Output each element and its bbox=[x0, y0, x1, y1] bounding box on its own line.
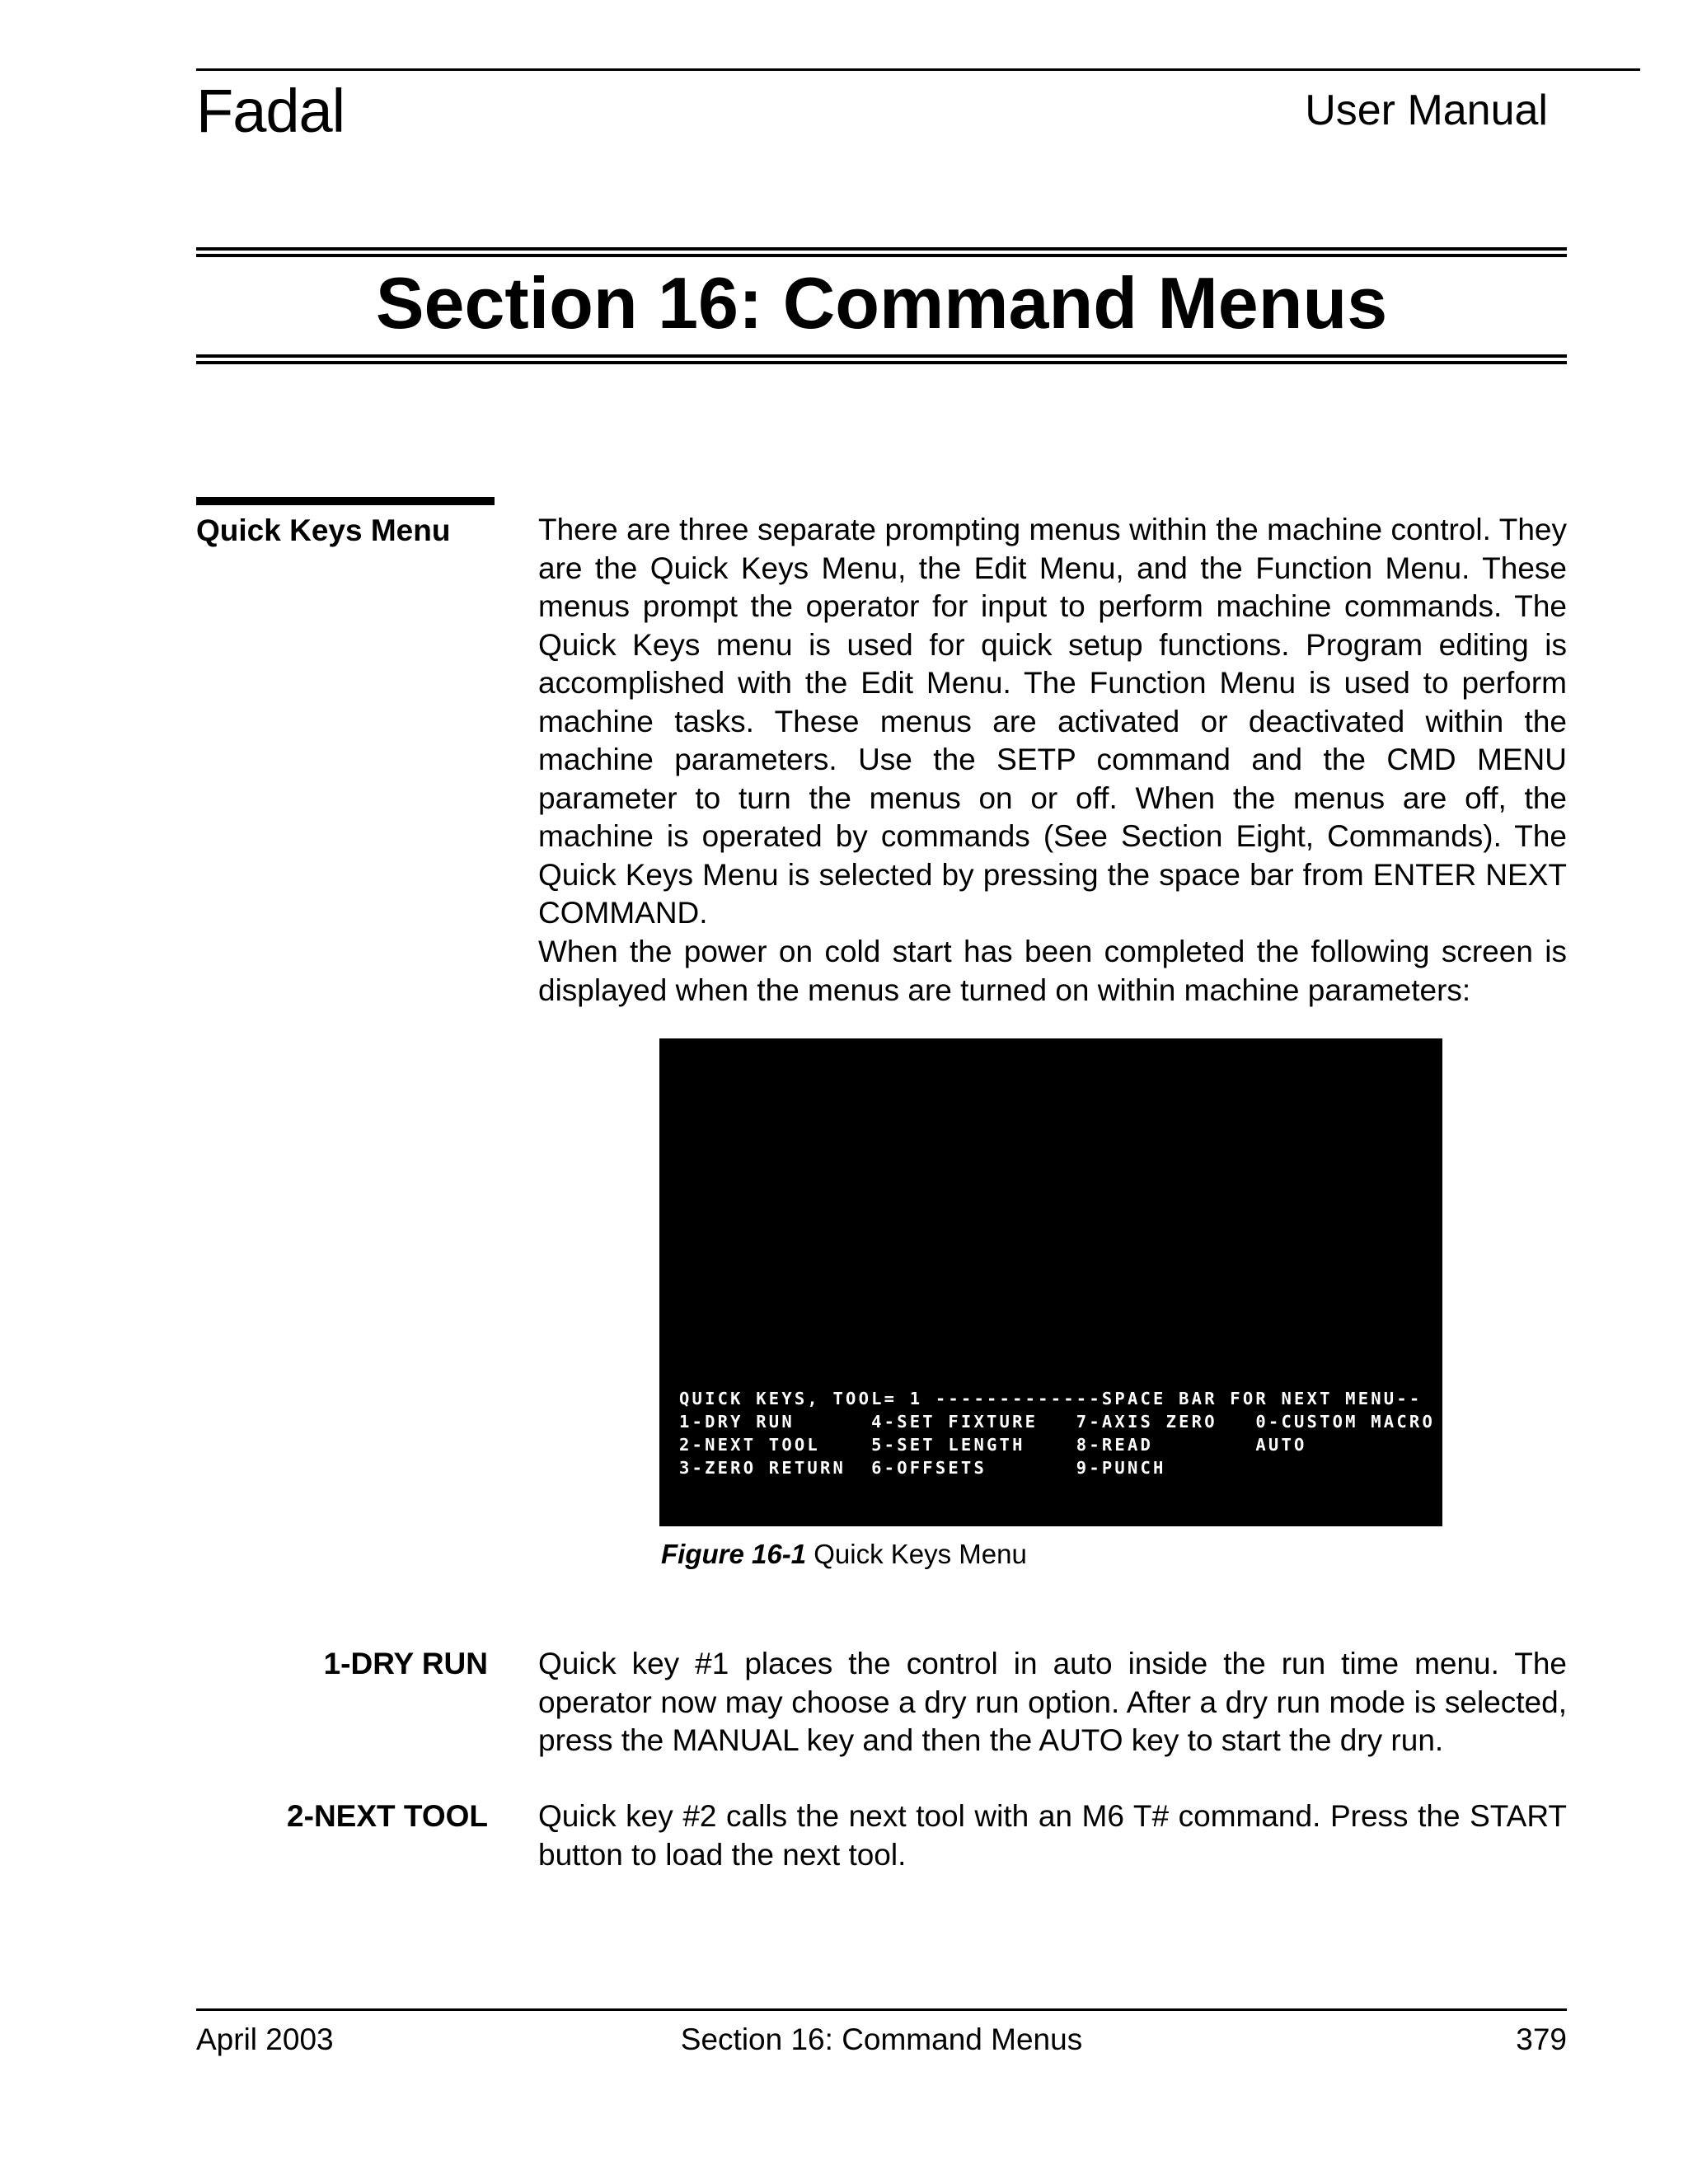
title-rule-bottom bbox=[196, 354, 1567, 364]
screen-menu-text: QUICK KEYS, TOOL= 1 -------------SPACE BAR FOR NEXT MENU-- 1-DRY RUN 4-SET FIXTURE 7-AXIS ZERO 0-CUSTOM MACRO 2-NEXT TOOL 5-SET LENGTH 8-READ AUTO 3-ZERO RETURN 6-OFFSETS 9-PUNCH bbox=[679, 1389, 1435, 1478]
entry-term-next-tool: 2-NEXT TOOL bbox=[287, 1799, 488, 1833]
document-title: User Manual bbox=[1305, 87, 1548, 134]
quick-keys-screen bbox=[659, 1038, 1442, 1526]
figure-label: Figure 16-1 bbox=[661, 1539, 807, 1569]
brand-name: Fadal bbox=[196, 77, 345, 145]
entry-text-dry-run: Quick key #1 places the control in auto inside the run time menu. The operator now may choose a dry run option. After a dry run mode is selected, press the MANUAL key and then the AUTO key to start the dry run. bbox=[538, 1647, 1567, 1757]
entry-text-next-tool: Quick key #2 calls the next tool with an M6 T# command. Press the START button to load the next tool. bbox=[538, 1799, 1567, 1872]
title-rule-top bbox=[196, 247, 1567, 257]
footer-date: April 2003 bbox=[196, 2022, 334, 2056]
entry-term-dry-run: 1-DRY RUN bbox=[323, 1647, 488, 1680]
section-title: Section 16: Command Menus bbox=[375, 262, 1388, 344]
side-heading: Quick Keys Menu bbox=[196, 513, 451, 547]
page-number: 379 bbox=[1516, 2022, 1567, 2056]
header-rule bbox=[196, 68, 1640, 71]
cold-start-paragraph: When the power on cold start has been completed the following screen is displayed when the menus are turned on within machine parameters: bbox=[538, 935, 1567, 1007]
figure-caption-text: Quick Keys Menu bbox=[806, 1539, 1027, 1569]
side-heading-bar bbox=[196, 497, 495, 505]
footer-section: Section 16: Command Menus bbox=[680, 2022, 1083, 2056]
figure-caption bbox=[661, 1538, 1027, 1571]
footer-rule bbox=[196, 2008, 1567, 2011]
intro-paragraph: There are three separate prompting menus within the machine control. They are the Quick Keys Menu, the Edit Menu, and the Function Menu. These menus prompt the operator for input to perform machine commands. The Quick Keys menu is used for quick setup functions. Program editing is accomplished with the Edit Menu. The Function Menu is used to perform machine tasks. These menus are activated or deactivated within the machine parameters. Use the SETP command and the CMD MENU parameter to turn the menus on or off. When the menus are off, the machine is operated by commands (See Section Eight, Commands). The Quick Keys Menu is selected by pressing the space bar from ENTER NEXT COMMAND. bbox=[538, 513, 1567, 930]
